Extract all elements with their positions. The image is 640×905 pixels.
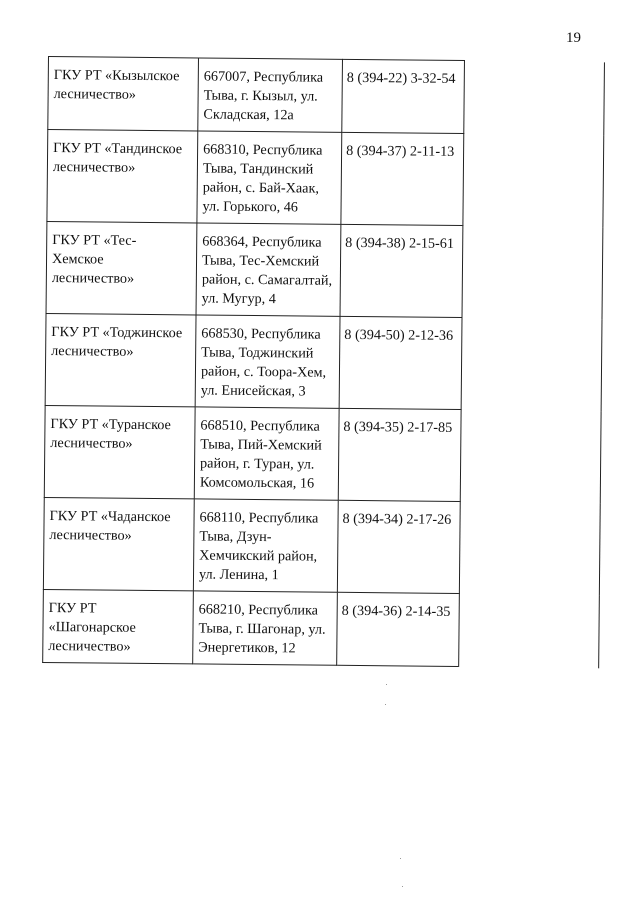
page-number: 19: [566, 30, 581, 46]
scan-speck: [402, 886, 403, 887]
phone-cell: 8 (394-22) 3-32-54: [342, 59, 465, 133]
address-cell: 668510, Республика Тыва, Пий-Хемский район, г. Туран, ул. Комсомольская, 16: [194, 407, 339, 500]
phone-cell: 8 (394-36) 2-14-35: [337, 592, 460, 666]
phone-cell: 8 (394-50) 2-12-36: [339, 316, 462, 409]
address-cell: 668210, Республика Тыва, г. Шагонар, ул. Энергетиков, 12: [193, 591, 338, 665]
address-cell: 668310, Республика Тыва, Тандинский район, с. Бай-Хаак, ул. Горького, 46: [197, 131, 342, 224]
phone-cell: 8 (394-38) 2-15-61: [340, 224, 463, 317]
table-row: [48, 57, 605, 135]
org-name-cell: ГКУ РТ «Тоджинское лесничество»: [45, 313, 196, 406]
address-cell: 668364, Республика Тыва, Тес-Хемский район, с. Самагалтай, ул. Мугур, 4: [196, 223, 341, 316]
forestry-contacts-table: [42, 56, 605, 668]
org-name-cell: ГКУ РТ «Шагонарское лесничество»: [43, 589, 194, 663]
org-name-cell: ГКУ РТ «Тес- Хемское лесничество»: [46, 221, 197, 314]
scan-speck: [400, 858, 401, 859]
forestry-table-wrapper: [42, 56, 605, 668]
empty-cell: [459, 60, 605, 667]
org-name-cell: ГКУ РТ «Кызылское лесничество»: [48, 57, 199, 131]
phone-cell: 8 (394-35) 2-17-85: [338, 408, 461, 501]
phone-cell: 8 (394-34) 2-17-26: [337, 500, 460, 593]
address-cell: 668110, Республика Тыва, Дзун- Хемчикский район, ул. Ленина, 1: [193, 499, 338, 592]
org-name-cell: ГКУ РТ «Тандинское лесничество»: [47, 130, 198, 223]
phone-cell: 8 (394-37) 2-11-13: [341, 132, 464, 225]
org-name-cell: ГКУ РТ «Чаданское лесничество»: [43, 497, 194, 590]
address-cell: 668530, Республика Тыва, Тоджинский район, с. Тоора-Хем, ул. Енисейская, 3: [195, 315, 340, 408]
address-cell: 667007, Республика Тыва, г. Кызыл, ул. Складская, 12а: [198, 58, 343, 132]
org-name-cell: ГКУ РТ «Туранское лесничество»: [44, 405, 195, 498]
scan-speck: [386, 684, 387, 685]
scan-speck: [385, 704, 386, 705]
